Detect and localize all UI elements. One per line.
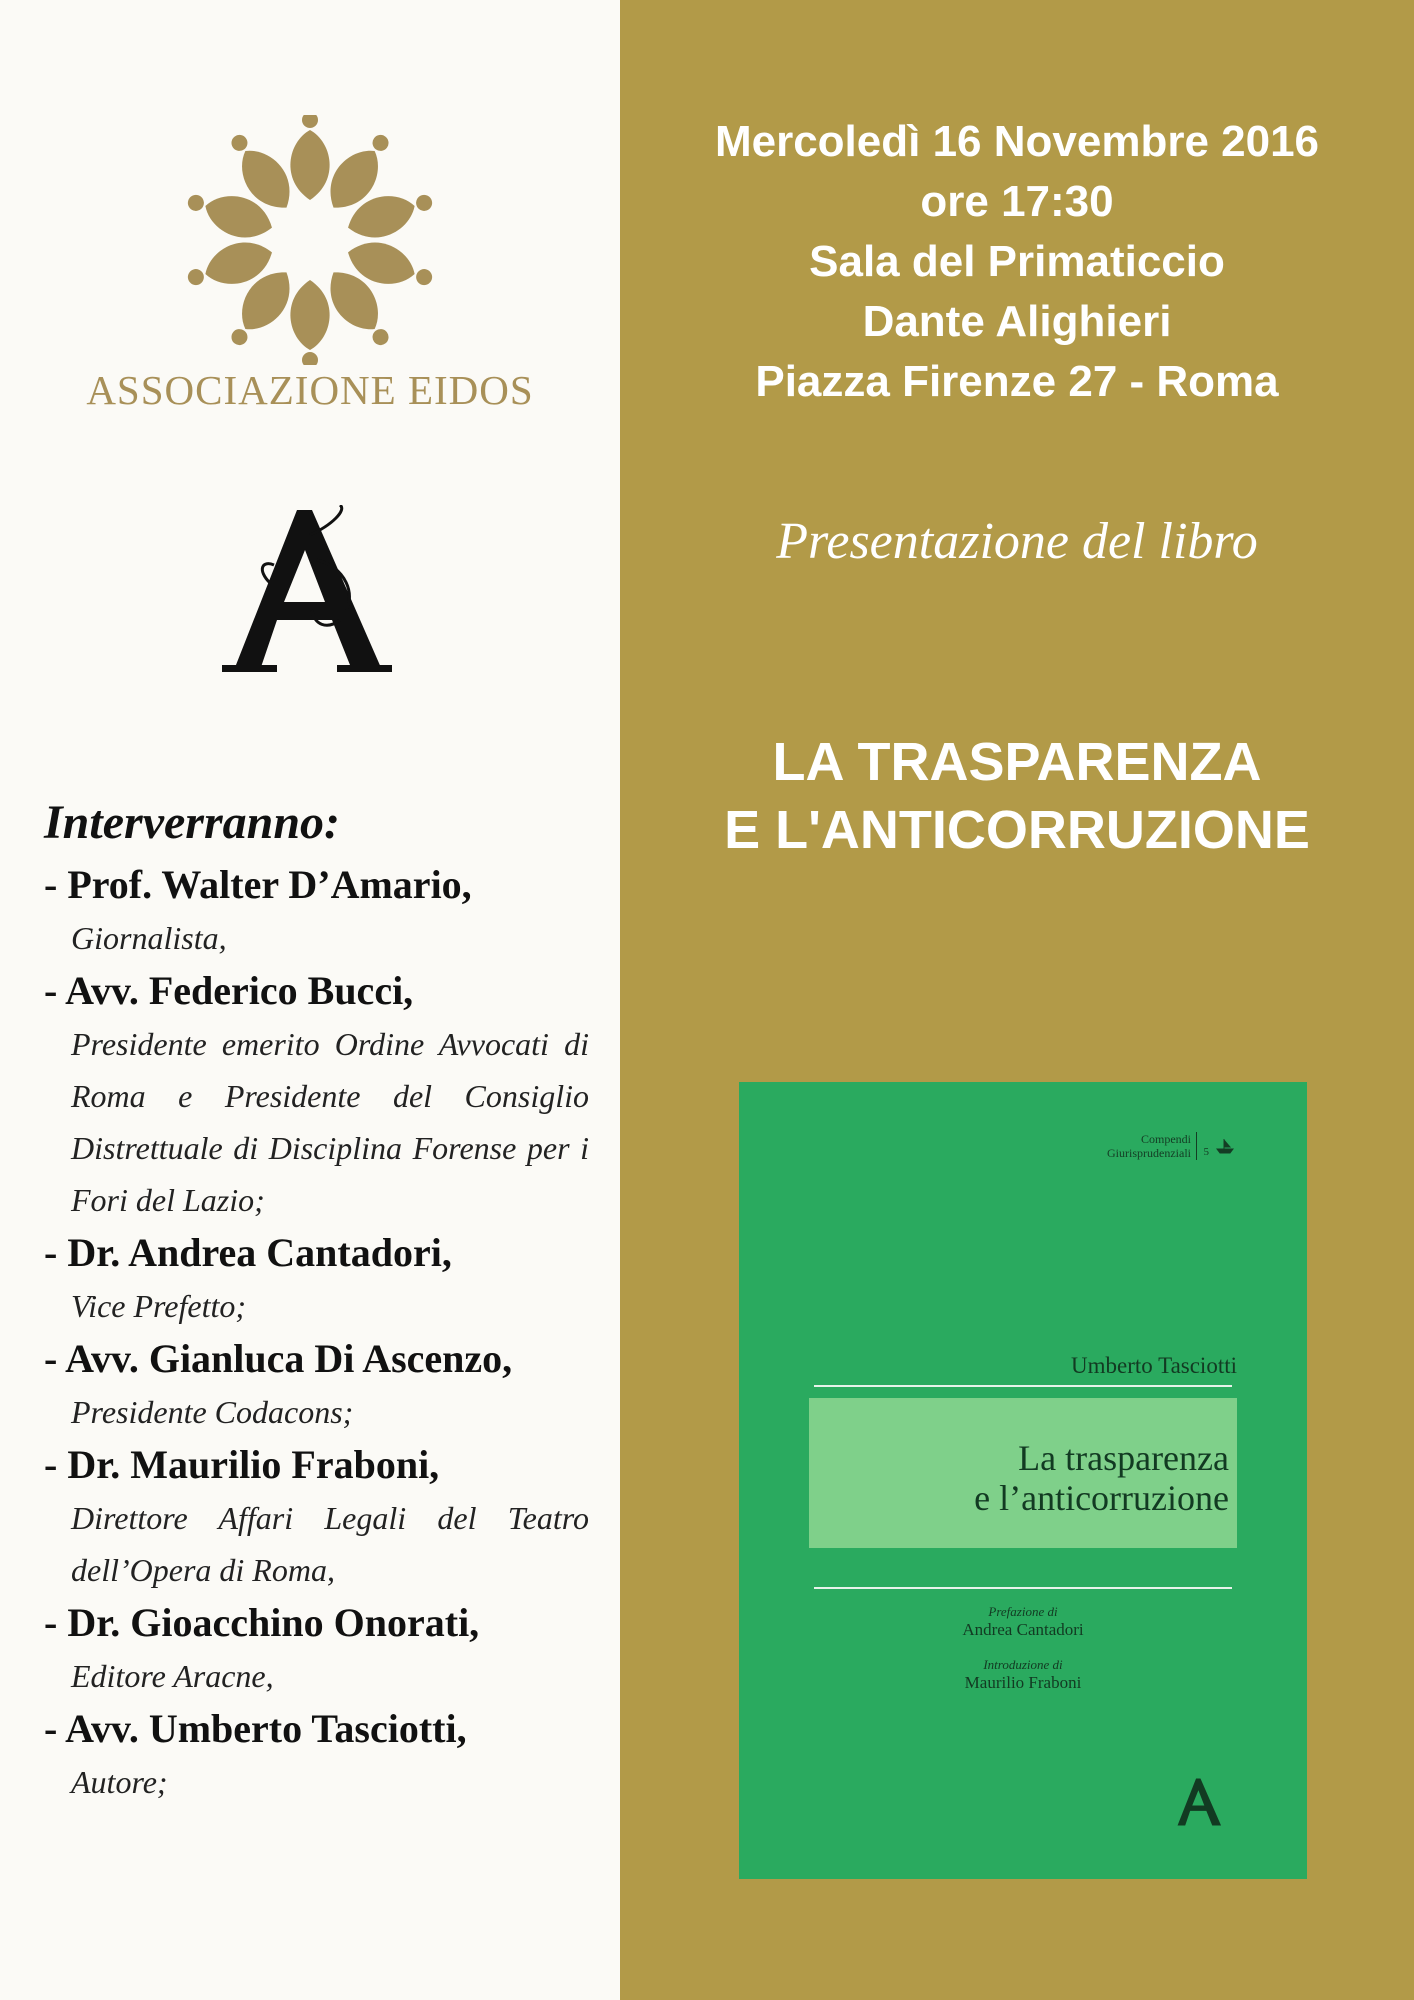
cover-preface <box>739 1604 1307 1640</box>
speaker-item <box>44 1596 604 1702</box>
book-cover-image <box>739 1082 1307 1879</box>
cover-title-line2: e l’anticorruzione <box>974 1478 1229 1518</box>
cover-divider-bottom <box>814 1587 1232 1589</box>
aracne-publisher-logo-icon <box>222 505 392 675</box>
event-address: Piazza Firenze 27 - Roma <box>755 357 1279 406</box>
speakers-heading: Interverranno: <box>44 796 341 849</box>
speaker-name: - Dr. Maurilio Fraboni, <box>44 1442 440 1487</box>
speaker-name: - Avv. Gianluca Di Ascenzo, <box>44 1336 513 1381</box>
speaker-name: - Avv. Federico Bucci, <box>44 968 414 1013</box>
speaker-role: Vice Prefetto; <box>71 1288 247 1324</box>
event-date: Mercoledì 16 Novembre 2016 <box>714 117 1320 166</box>
cover-series <box>1107 1132 1197 1160</box>
speaker-item <box>44 1226 604 1332</box>
event-venue: Sala del Primaticcio <box>809 237 1225 286</box>
speaker-role: Presidente emerito Ordine Avvocati di Roma e Presidente del Consiglio Distrettuale di Disciplina Forense per i Fori del Lazio; <box>71 1026 589 1218</box>
cover-aracne-logo-icon <box>1174 1777 1224 1827</box>
cover-intro-name: Maurilio Fraboni <box>964 1673 1082 1692</box>
book-title-line1: LA TRASPARENZA <box>772 732 1262 792</box>
event-venue-name: Dante Alighieri <box>862 297 1172 346</box>
speaker-item <box>44 1438 604 1596</box>
book-title <box>620 728 1414 864</box>
cover-divider-top <box>814 1385 1232 1387</box>
speaker-role: Presidente Codacons; <box>71 1394 354 1430</box>
speaker-role: Giornalista, <box>71 920 227 956</box>
cover-series-number: 5 <box>1203 1146 1209 1158</box>
speaker-item <box>44 858 604 964</box>
speaker-name: - Dr. Andrea Cantadori, <box>44 1230 452 1275</box>
event-info <box>620 112 1414 412</box>
ship-icon <box>1215 1137 1235 1155</box>
cover-preface-name: Andrea Cantadori <box>962 1620 1084 1639</box>
cover-author: Umberto Tasciotti <box>1071 1353 1237 1378</box>
left-panel <box>0 0 620 2000</box>
cover-preface-label: Prefazione di <box>988 1604 1058 1619</box>
speakers-list <box>44 858 604 1808</box>
speaker-name: - Prof. Walter D’Amario, <box>44 862 472 907</box>
speaker-item <box>44 964 604 1226</box>
speaker-name: - Avv. Umberto Tasciotti, <box>44 1706 467 1751</box>
speaker-item <box>44 1702 604 1808</box>
cover-title-line1: La trasparenza <box>1018 1438 1229 1478</box>
cover-title-box <box>809 1398 1237 1548</box>
right-panel <box>620 0 1414 2000</box>
cover-title <box>974 1438 1229 1518</box>
eidos-flower-logo-icon <box>185 115 435 365</box>
event-time: ore 17:30 <box>920 177 1114 226</box>
presentation-label: Presentazione del libro <box>776 513 1258 570</box>
book-title-line2: E L'ANTICORRUZIONE <box>724 800 1310 860</box>
speaker-item <box>44 1332 604 1438</box>
cover-series-line2: Giurisprudenziali <box>1107 1146 1191 1160</box>
speaker-name: - Dr. Gioacchino Onorati, <box>44 1600 480 1645</box>
cover-series-line1: Compendi <box>1141 1132 1191 1146</box>
speaker-role: Autore; <box>71 1764 168 1800</box>
cover-intro-label: Introduzione di <box>983 1657 1063 1672</box>
speaker-role: Direttore Affari Legali del Teatro dell’Opera di Roma, <box>71 1500 589 1588</box>
speaker-role: Editore Aracne, <box>71 1658 274 1694</box>
cover-intro <box>739 1657 1307 1693</box>
organization-name: ASSOCIAZIONE EIDOS <box>86 367 534 413</box>
